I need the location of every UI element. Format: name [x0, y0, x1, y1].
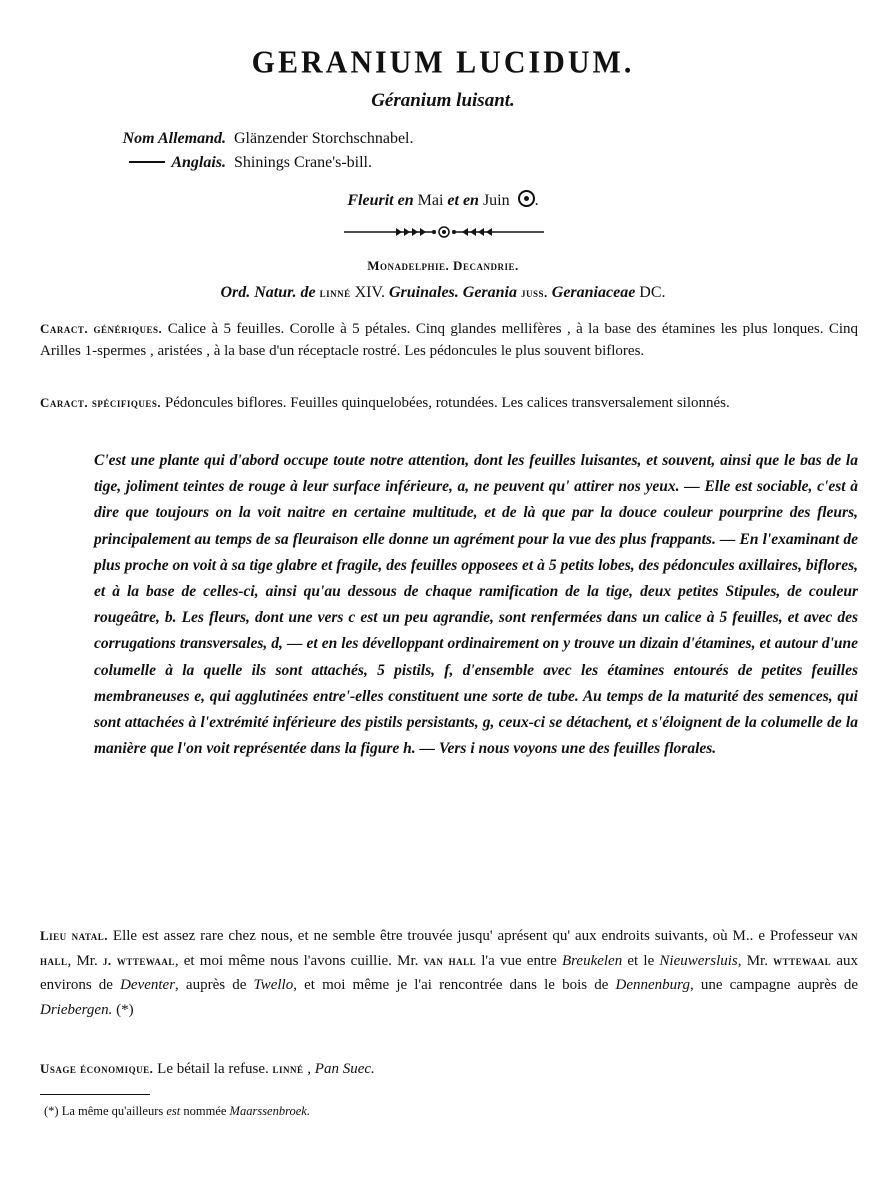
order-juss: juss. — [521, 285, 548, 300]
usage-label: Usage économique. — [40, 1061, 154, 1076]
order-linne: linné — [319, 285, 351, 300]
habitat-text-1: Elle est assez rare chez nous, et ne semble être trouvée jusqu' aprésent qu' aux endroits suivants, où M.. e Professeur — [108, 928, 839, 944]
page-title: GERANIUM LUCIDUM. — [251, 45, 635, 80]
order-number: XIV. — [354, 284, 385, 301]
generic-text: Calice à 5 feuilles. Corolle à 5 pétales. Cinq glandes mellifères , à la base des étamines les plus lonques. Cinq Arilles 1-spermes , aristées , à la base d'un réceptacle rostré. Les pédoncules le plus souvent biflores. — [40, 321, 859, 359]
annual-symbol-icon — [518, 190, 535, 207]
footnote-est: est — [166, 1104, 181, 1118]
footnote-rule — [40, 1094, 150, 1095]
habitat-text-4: l'a vue entre — [476, 952, 562, 969]
usage-linne: linné — [272, 1061, 304, 1076]
footnote-mark: (*) — [44, 1104, 59, 1118]
ornament-divider-icon — [344, 226, 544, 238]
natural-order-line — [0, 284, 886, 302]
habitat-text-3: , et moi même nous l'avons cuillie. Mr. — [174, 952, 424, 969]
flowering-mid: et en — [443, 192, 483, 209]
order-gruinales: Gruinales. — [388, 284, 459, 301]
place-breukelen: Breukelen — [561, 952, 623, 969]
place-twello: Twello — [253, 977, 294, 993]
ditto-dash — [129, 161, 165, 163]
name-van-hall: van hall — [40, 928, 858, 968]
order-prefix: Ord. Natur. de — [220, 284, 316, 301]
order-dc: DC. — [639, 284, 666, 301]
habitat-text-7: aux environs de — [40, 952, 858, 993]
habitat-text-6: , Mr. — [737, 952, 774, 969]
english-name-label — [70, 154, 234, 178]
generic-label: Caract. génériques. — [40, 321, 163, 336]
place-driebergen: Driebergen. — [40, 1001, 113, 1018]
german-name-label: Nom Allemand. — [122, 130, 226, 147]
flowering-month-1: Mai — [417, 192, 444, 209]
description-paragraph: C'est une plante qui d'abord occupe toute notre attention, dont les feuilles luisantes, et souvent, ainsi que le bas de la tige, joliment teintes de rouge à leur surface inférieure, a, ne peuvent qu' attirer nos yeux. — Elle est sociable, c'est à dire que toujours on la voit naitre en certaine multitude, et de là que par la douce couleur pourprine des fleurs, principalement au temps de sa fleuraison elle donne un agrément pour la vue des plus frappants. — En l'examinant de plus proche on voit à sa tige glabre et fragile, des feuilles opposees et à 5 petits lobes, des pédoncules axillaires, biflores, et à la base de celles-ci, ainsi qu'au dessous de chaque ramification de la tige, deux petites Stipules, de couleur rougeâtre, b. Les fleurs, dont une vers c est un peu agrandie, sont renfermées dans un calice à 5 feuilles, et avec des corrugations transversales, d, — et en les dévelloppant ordinairement on y trouve un dizain d'étamines, et autour d'une columelle à la quelle ils sont attachés, 5 pistils, f, d'ensemble avec les étamines entourés de petites feuilles membraneuses e, qui agglutinées entre'-elles constituent une sorte de tube. Au temps de la maturité des semences, qui sont attachées à l'extrémité inférieure des pistils persistants, g, ceux-ci se détachent, et s'éloignent de la columelle de la manière que l'on voit représentée dans la figure h. — Vers i nous voyons une des feuilles florales. — [94, 452, 858, 758]
order-gerania: Gerania — [462, 284, 517, 301]
habitat-label: Lieu natal. — [40, 928, 109, 943]
common-names — [70, 130, 413, 178]
habitat-text-5: et le — [622, 952, 660, 969]
english-name-value: Shinings Crane's-bill. — [234, 154, 372, 171]
name-wttewaal: wttewaal — [773, 952, 832, 968]
flowering-prefix: Fleurit — [347, 192, 394, 209]
english-name-row — [70, 154, 413, 178]
place-dennenburg: Dennenburg — [615, 977, 690, 993]
place-nieuwersluis: Nieuwersluis — [659, 952, 738, 969]
flowering-month-2: Juin — [482, 192, 510, 209]
generic-characters — [40, 318, 858, 362]
english-label-text: Anglais. — [171, 154, 226, 171]
habitat-paragraph — [40, 924, 858, 1022]
footnote-reference: (*) — [112, 1001, 134, 1018]
footnote-text-1: La même qu'ailleurs — [58, 1104, 167, 1118]
name-van-hall-2: van hall — [423, 952, 477, 968]
specific-text: Pédoncules biflores. Feuilles quinquelobées, rotundées. Les calices transversalement silonnés. — [164, 395, 730, 411]
place-deventer: Deventer — [120, 977, 176, 993]
linnaean-class: Monadelphie. Decandrie. — [367, 258, 519, 273]
german-name-row — [70, 130, 413, 154]
usage-paragraph — [40, 1058, 858, 1080]
usage-reference: Pan Suec. — [314, 1061, 375, 1077]
footnote-text-2: nommée — [180, 1104, 230, 1118]
footnote-place: Maarssenbroek. — [229, 1104, 310, 1118]
flowering-line: Fleurit en Mai et en Juin . — [347, 192, 539, 209]
page-subtitle: Géranium luisant. — [371, 90, 515, 111]
german-name-value: Glänzender Storchschnabel. — [234, 130, 414, 147]
habitat-text-9: , et moi même je l'ai rencontrée dans le bois de — [293, 977, 616, 993]
usage-separator: , — [303, 1061, 315, 1077]
name-j-wttewaal: j. wttewaal — [102, 952, 175, 968]
habitat-text-10: , une campagne auprès de — [689, 977, 858, 993]
flowering-en: en — [393, 192, 418, 209]
order-geraniaceae: Geraniaceae — [551, 284, 636, 301]
specific-characters — [40, 392, 858, 414]
usage-text: Le bétail la refuse. — [153, 1061, 273, 1077]
habitat-text-2: , Mr. — [67, 952, 103, 969]
habitat-text-8: , auprès de — [175, 977, 254, 993]
footnote — [44, 1104, 310, 1119]
specific-label: Caract. spécifiques. — [40, 395, 162, 410]
